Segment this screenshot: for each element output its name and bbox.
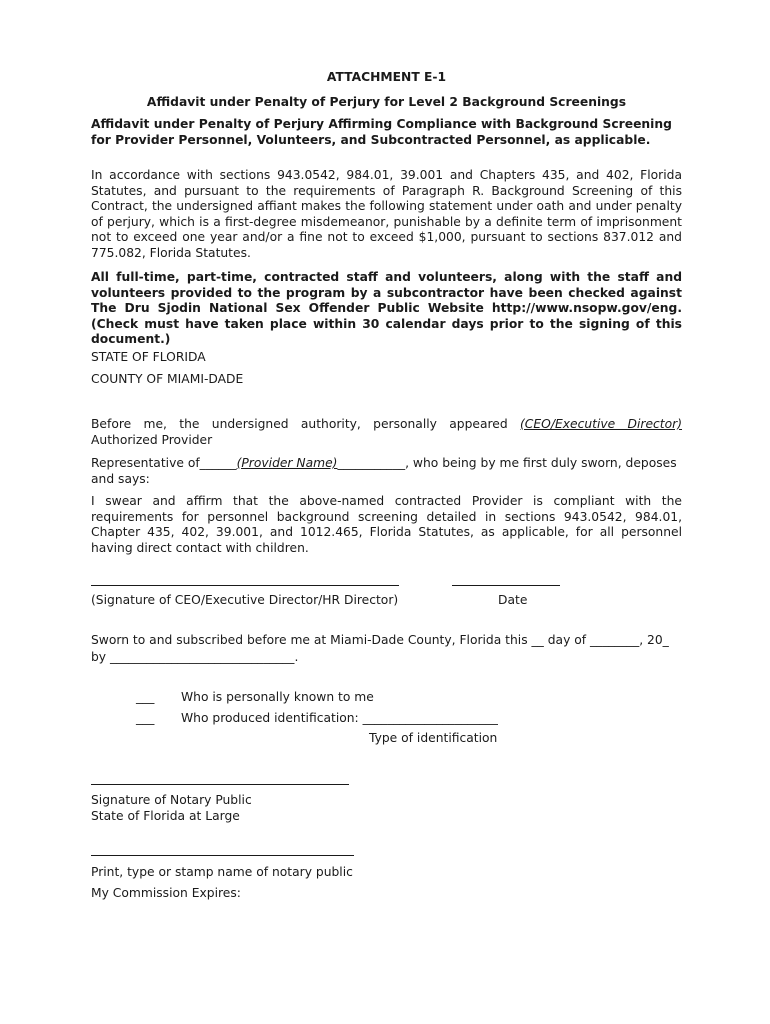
provider-name-field: (Provider Name) <box>236 456 338 470</box>
sworn-line-1: Sworn to and subscribed before me at Miami-Dade County, Florida this __ day of ________, 20_ <box>91 633 669 647</box>
nsopw-check-paragraph: All full-time, part-time, contracted staff and volunteers, along with the staff and volunteers provided to the program by a subcontractor have been checked against The Dru Sjodin National Sex Offender Public Website http://www.nsopw.gov/eng. (Check must have taken place within 30 calendar days prior to the signing of this document.) <box>91 270 682 346</box>
appeared-statement <box>91 417 682 448</box>
ceo-field: (CEO/Executive Director) <box>520 417 683 431</box>
document-subtitle: Affidavit under Penalty of Perjury for Level 2 Background Screenings <box>146 95 627 109</box>
appeared-suffix: Authorized Provider <box>91 432 213 447</box>
signature-line <box>91 585 399 586</box>
state-label: STATE OF FLORIDA <box>91 350 206 364</box>
state-at-large-label: State of Florida at Large <box>91 809 240 823</box>
notary-signature-line <box>91 784 349 785</box>
commission-expires-label: My Commission Expires: <box>91 886 241 900</box>
known-blank: ___ <box>136 690 155 704</box>
compliance-paragraph: I swear and affirm that the above-named contracted Provider is compliant with the requirements for personnel background screening detailed in sections 943.0542, 984.01, Chapter 435, 402, 39.001, and 1012.465, Florida Statutes, as applicable, for all personnel having direct contact with children. <box>91 494 682 555</box>
notary-print-label: Print, type or stamp name of notary public <box>91 865 353 879</box>
statute-paragraph: In accordance with sections 943.0542, 984.01, 39.001 and Chapters 435, and 402, Florida Statutes, and pursuant to the requirements of Paragraph R. Background Screening of this Contract, the undersigned affiant makes the following statement under oath and under penalty of perjury, which is a first-degree misdemeanor, punishable by a definite term of imprisonment not to exceed one year and/or a fine not to exceed $1,000, pursuant to sections 837.012 and 775.082, Florida Statutes. <box>91 168 682 260</box>
produced-label: Who produced identification: ______________________ <box>181 711 498 725</box>
county-label: COUNTY OF MIAMI-DADE <box>91 372 244 386</box>
appeared-prefix: Before me, the undersigned authority, personally appeared <box>91 417 520 431</box>
notary-name-line <box>91 855 354 856</box>
rep-prefix: Representative of______ <box>91 456 237 470</box>
rep-suffix: ___________, who being by me first duly sworn, deposes and says: <box>91 456 677 486</box>
signature-label: (Signature of CEO/Executive Director/HR Director) <box>91 593 399 607</box>
id-type-label: Type of identification <box>369 731 498 745</box>
date-label: Date <box>498 593 528 607</box>
attachment-title: ATTACHMENT E-1 <box>326 70 447 84</box>
date-line <box>452 585 560 586</box>
sworn-line-2: by ______________________________. <box>91 650 299 664</box>
representative-statement <box>91 456 682 487</box>
notary-signature-label: Signature of Notary Public <box>91 793 252 807</box>
produced-blank: ___ <box>136 711 155 725</box>
known-label: Who is personally known to me <box>181 690 374 704</box>
affidavit-heading: Affidavit under Penalty of Perjury Affirming Compliance with Background Screening for Provider Personnel, Volunteers, and Subcontracted Personnel, as applicable. <box>91 117 672 147</box>
